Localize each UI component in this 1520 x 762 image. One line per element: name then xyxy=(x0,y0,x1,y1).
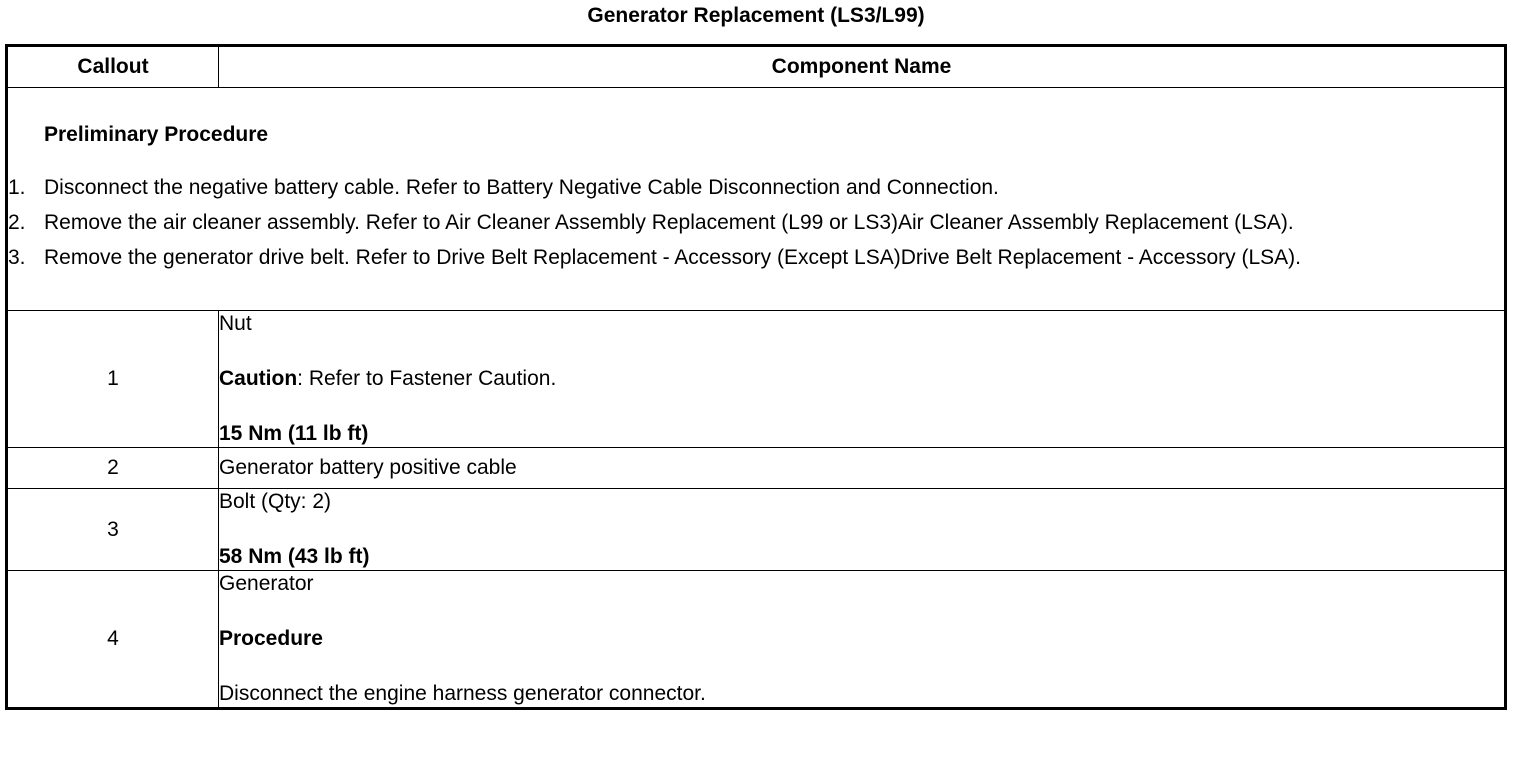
preliminary-row xyxy=(7,88,1506,311)
procedure-text: Disconnect the engine harness generator connector. xyxy=(219,682,706,705)
component-name: Bolt (Qty: 2) xyxy=(219,490,332,513)
page-title: Generator Replacement (LS3/L99) xyxy=(587,4,925,27)
component-cell xyxy=(219,489,1506,571)
header-callout: Callout xyxy=(7,46,219,88)
preliminary-heading: Preliminary Procedure xyxy=(44,123,269,146)
preliminary-steps xyxy=(8,174,1504,271)
list-item xyxy=(8,244,1504,271)
table-row xyxy=(7,571,1506,709)
callout-cell: 3 xyxy=(7,489,219,571)
table-row xyxy=(7,448,1506,489)
callout-cell: 2 xyxy=(7,448,219,489)
component-cell xyxy=(219,311,1506,448)
step-number: 3. xyxy=(8,246,26,269)
torque-spec: 15 Nm (11 lb ft) xyxy=(219,422,369,445)
table-row xyxy=(7,311,1506,448)
table-header-row xyxy=(7,46,1506,88)
header-component-name: Component Name xyxy=(219,46,1506,88)
procedure-label: Procedure xyxy=(219,627,323,650)
caution-note xyxy=(219,366,1504,392)
callout-cell: 4 xyxy=(7,571,219,709)
component-cell xyxy=(219,448,1506,489)
step-number: 1. xyxy=(8,176,26,199)
preliminary-procedure xyxy=(7,88,1506,311)
caution-label: Caution xyxy=(219,367,298,390)
caution-text: : Refer to Fastener Caution. xyxy=(297,367,557,390)
table-row xyxy=(7,489,1506,571)
component-name: Nut xyxy=(219,312,252,335)
component-name: Generator battery positive cable xyxy=(219,456,517,479)
component-cell xyxy=(219,571,1506,709)
component-name: Generator xyxy=(219,572,314,595)
step-text: Remove the generator drive belt. Refer to Drive Belt Replacement - Accessory (Except LSA)Drive Belt Replacement - Accessory (LSA). xyxy=(44,246,1302,269)
list-item xyxy=(8,174,1504,201)
step-text: Remove the air cleaner assembly. Refer to Air Cleaner Assembly Replacement (L99 or LS3)Air Cleaner Assembly Replacement (LSA). xyxy=(44,211,1294,234)
component-table xyxy=(5,44,1507,710)
torque-spec: 58 Nm (43 lb ft) xyxy=(219,545,370,568)
step-number: 2. xyxy=(8,211,26,234)
step-text: Disconnect the negative battery cable. Refer to Battery Negative Cable Disconnection and Connection. xyxy=(44,176,999,199)
list-item xyxy=(8,209,1504,236)
callout-cell: 1 xyxy=(7,311,219,448)
